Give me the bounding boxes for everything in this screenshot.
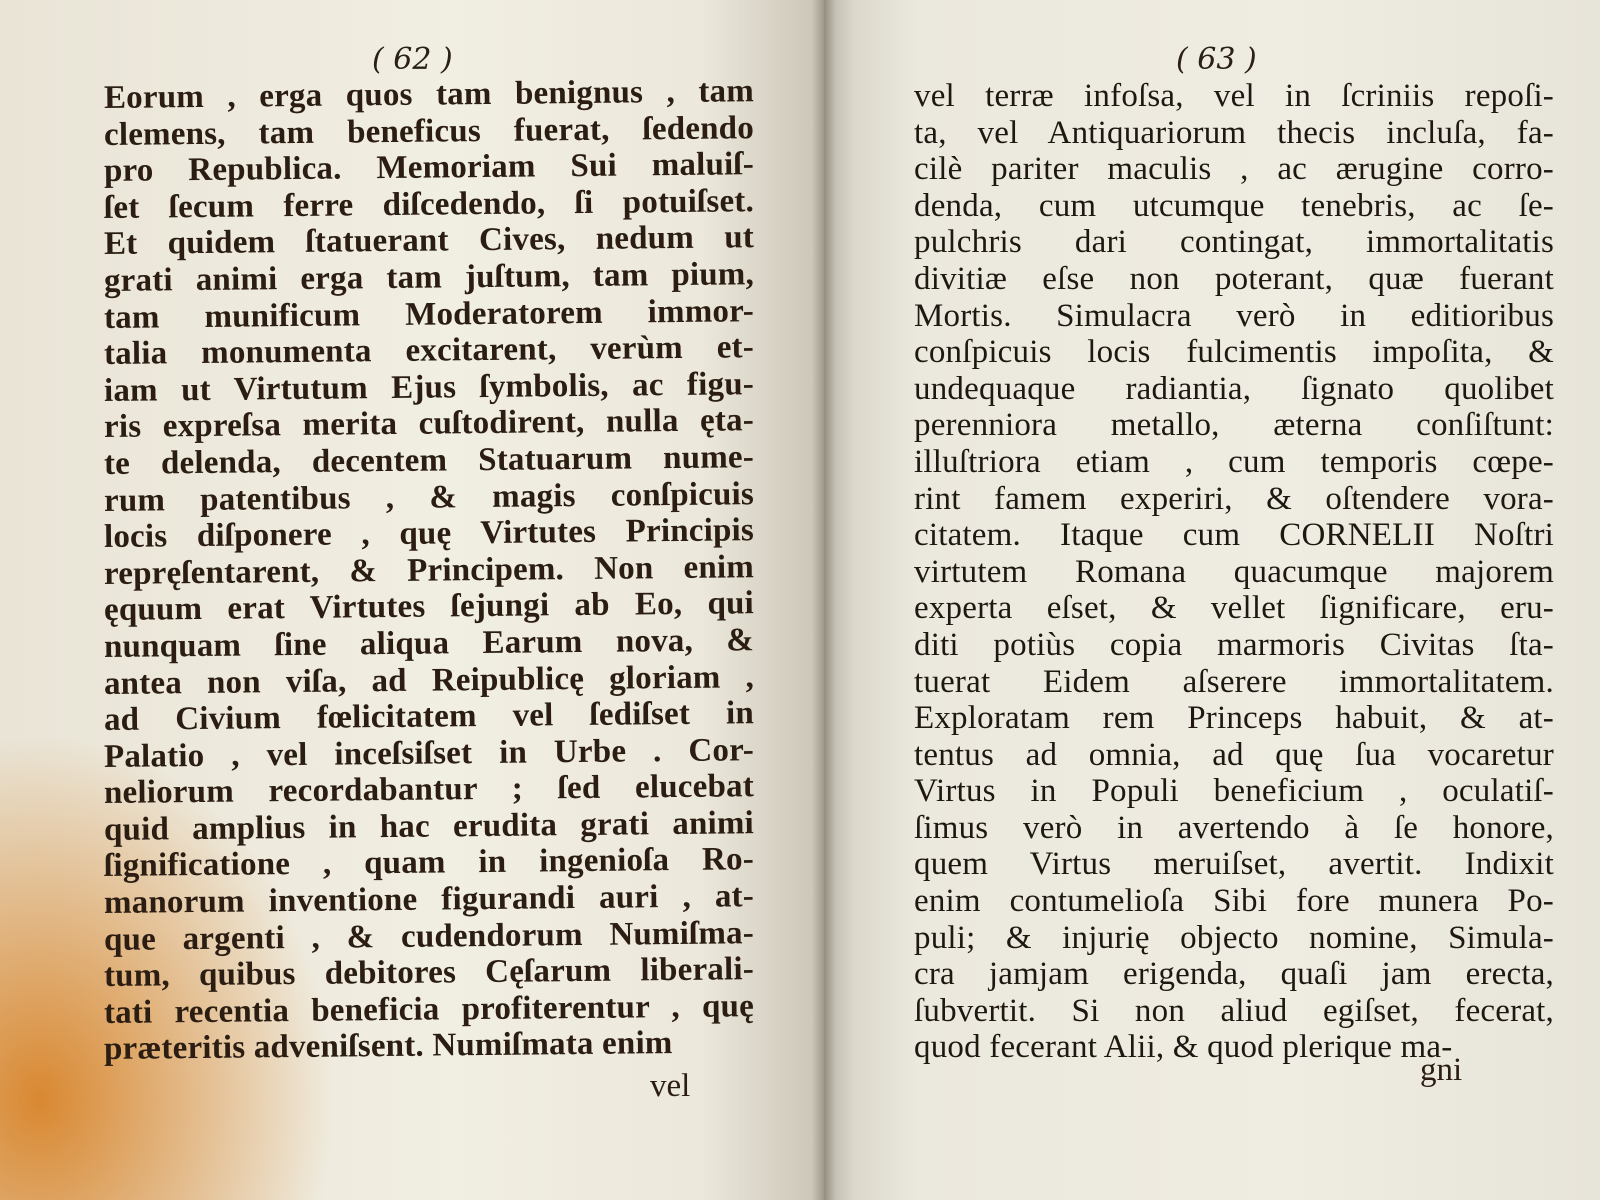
text-line: conſpicuis locis fulcimentis impoſita, & bbox=[914, 334, 1554, 371]
text-line: Et quidem ſtatuerant Cives, nedum ut bbox=[103, 219, 755, 263]
text-line: experta eſset, & vellet ſignificare, eru- bbox=[914, 590, 1554, 627]
text-line: tentus ad omnia, ad quę ſua vocaretur bbox=[914, 736, 1554, 773]
text-line: rint famem experiri, & oſtendere vora- bbox=[914, 480, 1554, 517]
text-line: diti potiùs copia marmoris Civitas ſta- bbox=[914, 626, 1554, 663]
text-line: repręſentarent, & Principem. Non enim bbox=[103, 548, 755, 592]
text-line: præteritis adveniſsent. Numiſmata enim bbox=[103, 1025, 673, 1068]
text-line: vel terræ infoſsa, vel in ſcriniis repoſi- bbox=[914, 78, 1554, 114]
left-catchword: vel bbox=[650, 1068, 691, 1104]
text-line: tum, quibus debitores Cęſarum liberali- bbox=[103, 951, 755, 995]
text-line: undequaque radiantia, ſignato quolibet bbox=[914, 370, 1554, 407]
text-line: citatem. Itaque cum CORNELII Noſtri bbox=[914, 517, 1554, 554]
text-line: te delenda, decentem Statuarum nume- bbox=[103, 439, 755, 482]
text-line: illuſtriora etiam , cum temporis cœpe- bbox=[914, 443, 1554, 480]
text-line: iam ut Virtutum Ejus ſymbolis, ac figu- bbox=[103, 365, 755, 409]
text-line: cilè pariter maculis , ac ærugine corro- bbox=[914, 151, 1554, 188]
right-page-number: ( 63 ) bbox=[1176, 42, 1257, 77]
text-line: ſet ſecum ferre diſcedendo, ſi potuiſset. bbox=[103, 182, 755, 226]
text-line: neliorum recordabantur ; ſed elucebat bbox=[103, 768, 755, 812]
text-line: Virtus in Populi beneficium , oculatiſ- bbox=[914, 773, 1554, 810]
left-page-text bbox=[103, 73, 755, 1068]
text-line: pulchris dari contingat, immortalitatis bbox=[914, 224, 1554, 261]
text-line: Exploratam rem Princeps habuit, & at- bbox=[914, 700, 1554, 737]
text-line: antea non viſa, ad Reipublicę gloriam , bbox=[103, 658, 755, 702]
text-line: puli; & injurię objecto nomine, Simula- bbox=[914, 919, 1554, 956]
text-line: clemens, tam beneficus fuerat, ſedendo bbox=[103, 109, 755, 153]
text-line: nunquam ſine aliqua Earum nova, & bbox=[103, 622, 755, 665]
text-line: ſimus verò in avertendo à ſe honore, bbox=[914, 809, 1554, 846]
left-page-number: ( 62 ) bbox=[372, 42, 453, 77]
text-line: ris expreſsa merita cuſtodirent, nulla ęta- bbox=[103, 402, 755, 446]
text-line: tati recentia beneficia profiterentur , quę bbox=[103, 988, 755, 1031]
text-line: virtutem Romana quacumque majorem bbox=[914, 553, 1554, 590]
text-line: ęquum erat Virtutes ſejungi ab Eo, qui bbox=[103, 585, 755, 629]
text-line: talia monumenta excitarent, verùm et- bbox=[103, 329, 755, 373]
text-line: locis diſponere , quę Virtutes Principis bbox=[103, 512, 755, 556]
text-line: pro Republica. Memoriam Sui maluiſ- bbox=[103, 146, 755, 190]
text-line: manorum inventione figurandi auri , at- bbox=[103, 878, 755, 922]
text-line: tuerat Eidem aſserere immortalitatem. bbox=[914, 663, 1554, 700]
text-line: quem Virtus meruiſset, avertit. Indixit bbox=[914, 846, 1554, 883]
right-page-text bbox=[914, 78, 1554, 1066]
text-line: enim contumelioſa Sibi fore munera Po- bbox=[914, 883, 1554, 920]
text-line: cra jamjam erigenda, quaſi jam erecta, bbox=[914, 956, 1554, 993]
text-line: divitiæ eſse non poterant, quæ fuerant bbox=[914, 260, 1554, 297]
text-line: Eorum , erga quos tam benignus , tam bbox=[103, 73, 755, 116]
text-line: quod fecerant Alii, & quod plerique ma- bbox=[914, 1029, 1453, 1066]
text-line: Mortis. Simulacra verò in editioribus bbox=[914, 297, 1554, 334]
right-page bbox=[824, 0, 1600, 1200]
text-line: grati animi erga tam juſtum, tam pium, bbox=[103, 256, 755, 299]
text-line: que argenti , & cudendorum Numiſma- bbox=[103, 914, 755, 958]
right-catchword: gni bbox=[1420, 1052, 1463, 1088]
text-line: ſubvertit. Si non aliud egiſset, fecerat, bbox=[914, 992, 1554, 1029]
text-line: quid amplius in hac erudita grati animi bbox=[103, 805, 755, 848]
text-line: tam munificum Moderatorem immor- bbox=[103, 292, 755, 336]
text-line: denda, cum utcumque tenebris, ac ſe- bbox=[914, 187, 1554, 224]
text-line: perenniora metallo, æterna conſiſtunt: bbox=[914, 407, 1554, 444]
text-line: ſignificatione , quam in ingenioſa Ro- bbox=[103, 841, 755, 885]
text-line: ta, vel Antiquariorum thecis incluſa, fa- bbox=[914, 114, 1554, 151]
book-gutter bbox=[812, 0, 836, 1200]
text-line: Palatio , vel inceſsiſset in Urbe . Cor- bbox=[103, 731, 755, 775]
text-line: rum patentibus , & magis conſpicuis bbox=[103, 475, 755, 519]
text-line: ad Civium fœlicitatem vel ſediſset in bbox=[103, 695, 755, 739]
